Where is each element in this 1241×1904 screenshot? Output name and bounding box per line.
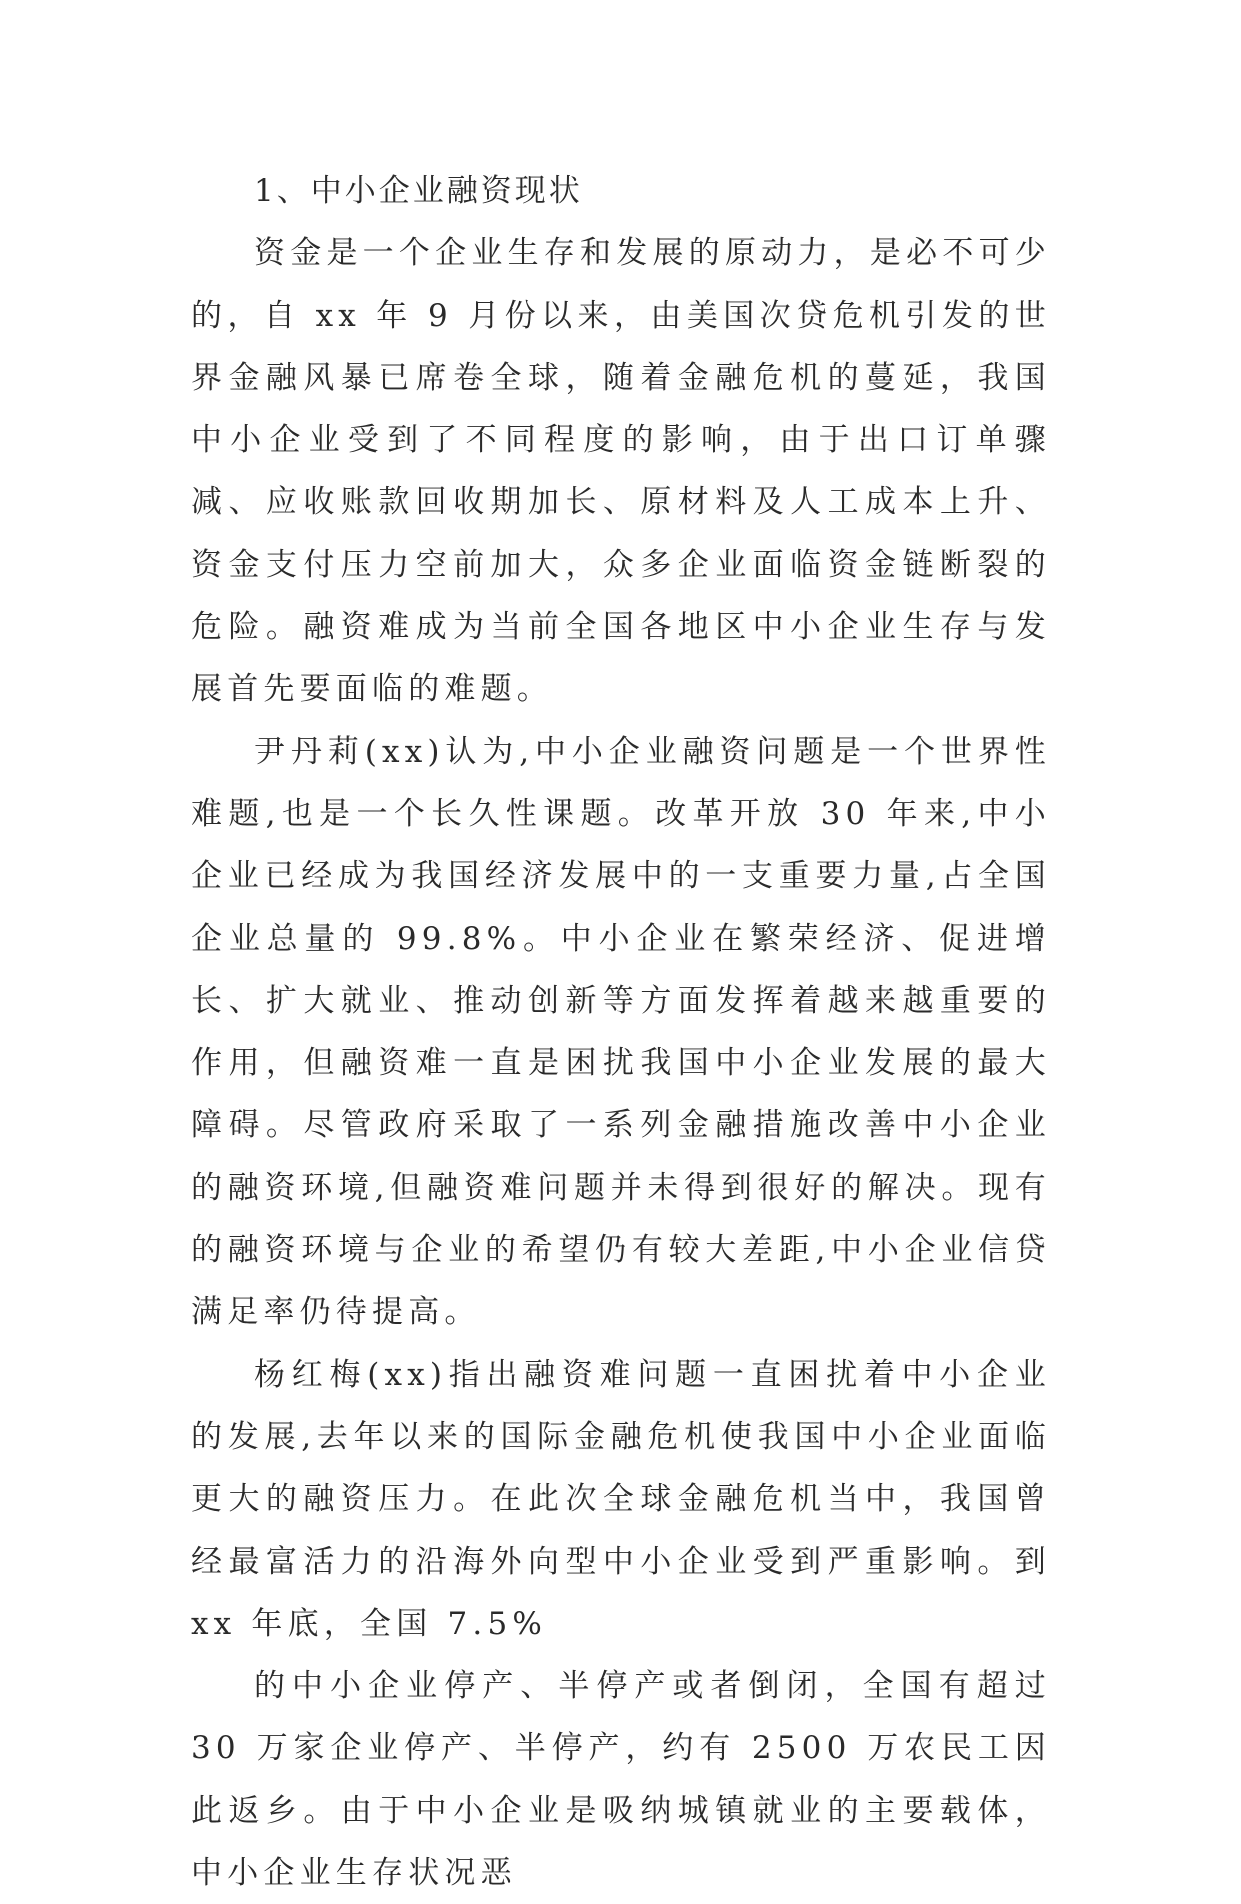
section-heading: 1、中小企业融资现状 — [254, 173, 583, 209]
paragraph-yin-danli: 尹丹莉(xx)认为,中小企业融资问题是一个世界性难题,也是一个长久性课题。改革开放 30 年来,中小企业已经成为我国经济发展中的一支重要力量,占全国企业总量的 99.8%。中小企业在繁荣经济、促进增长、扩大就业、推动创新等方面发挥着越来越重要的作用，但融资难一直是困扰我国中小企业发展的最大障碍。尽管政府采取了一系列金融措施改善中小企业的融资环境,但融资难问题并未得到很好的解决。现有的融资环境与企业的希望仍有较大差距,中小企业信贷满足率仍待提高。 — [191, 733, 1051, 1331]
paragraph-funding-importance: 资金是一个企业生存和发展的原动力，是必不可少的，自 xx 年 9 月份以来，由美国次贷危机引发的世界金融风暴已席卷全球，随着金融危机的蔓延，我国中小企业受到了不同程度的影响，由于出口订单骤减、应收账款回收期加长、原材料及人工成本上升、资金支付压力空前加大，众多企业面临资金链断裂的危险。融资难成为当前全国各地区中小企业生存与发展首先要面临的难题。 — [191, 235, 1051, 708]
document-body — [191, 160, 1051, 1904]
paragraph-yang-hongmei: 杨红梅(xx)指出融资难问题一直困扰着中小企业的发展,去年以来的国际金融危机使我国中小企业面临更大的融资压力。在此次全球金融危机当中，我国曾经最富活力的沿海外向型中小企业受到严重影响。到 xx 年底，全国 7.5% — [191, 1356, 1051, 1642]
paragraph-shutdown-impact: 的中小企业停产、半停产或者倒闭，全国有超过 30 万家企业停产、半停产，约有 2500 万农民工因此返乡。由于中小企业是吸纳城镇就业的主要载体，中小企业生存状况恶 — [191, 1668, 1051, 1892]
